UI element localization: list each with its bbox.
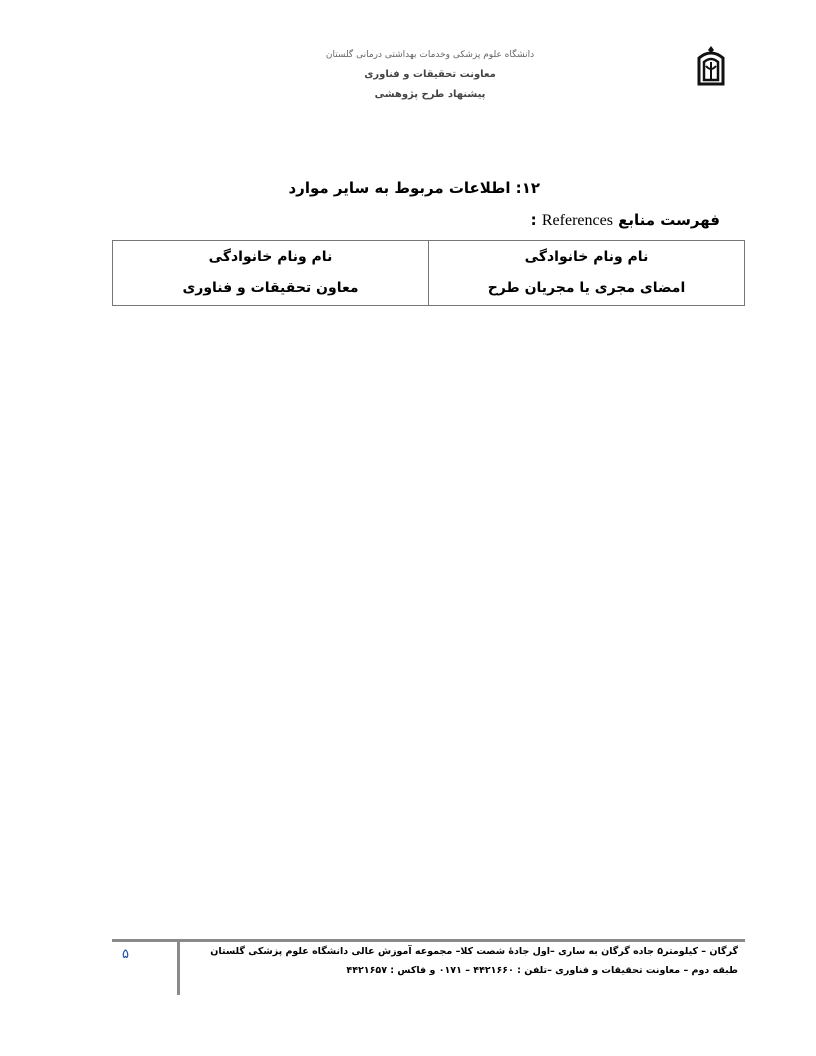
signature-cell-executors [429,241,745,306]
university-logo-icon [695,44,727,86]
section-title: ۱۲: اطلاعات مربوط به سایر موارد [288,179,540,197]
footer-address-line2: طبقه دوم – معاونت تحقیقات و فناوری –تلفن : ۴۴۲۱۶۶۰ – ۰۱۷۱ و فاکس : ۴۴۲۱۶۵۷ [346,965,738,976]
references-label-fa: فهرست منابع [618,211,720,229]
header-form-title: پیشنهاد طرح پژوهشی [374,89,486,100]
references-label-en: References [541,212,613,229]
header-university: دانشگاه علوم پزشکی وخدمات بهداشتی درمانی گلستان [325,50,535,60]
signature-table [112,240,745,306]
footer-vertical-divider [177,940,180,995]
references-heading [420,211,720,230]
header-department: معاونت تحقیقات و فناوری [364,69,496,80]
vice-chancellor-name-label: نام ونام خانوادگی [208,249,333,265]
footer-divider [112,939,745,942]
references-colon: : [530,211,537,229]
signature-cell-vice-chancellor [113,241,429,306]
page-number: ۵ [122,947,129,962]
vice-chancellor-role-label: معاون تحقیقات و فناوری [182,280,359,296]
executor-signature-label: امضای مجری یا مجریان طرح [487,280,686,296]
footer-address-line1: گرگان – کیلومتر۵ جاده گرگان به ساری –اول جادۀ شصت کلا– مجموعه آموزش عالی دانشگاه علوم پزشکی گلستان [210,946,738,957]
executor-name-label: نام ونام خانوادگی [524,249,649,265]
